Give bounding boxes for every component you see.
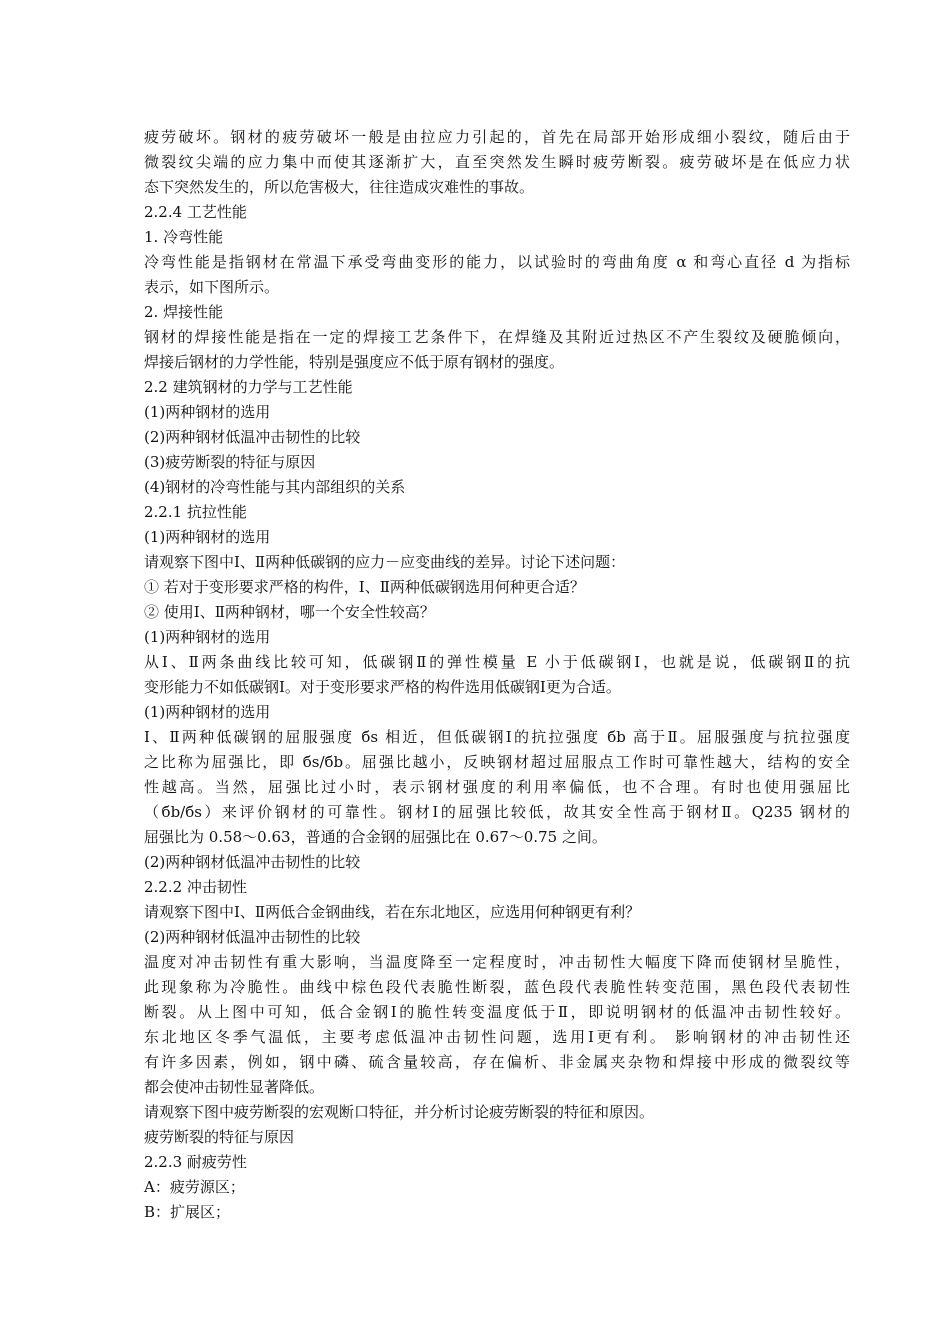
- text-line: 都会使冲击韧性显著降低。: [144, 1078, 325, 1096]
- text-line: 微裂纹尖端的应力集中而使其逐渐扩大，直至突然发生瞬时疲劳断裂。疲劳破坏是在低应力状: [144, 153, 850, 171]
- text-line: (3)疲劳断裂的特征与原因: [144, 453, 316, 471]
- text-line: 请观察下图中疲劳断裂的宏观断口特征，并分析讨论疲劳断裂的特征和原因。: [144, 1103, 655, 1121]
- text-line: A：疲劳源区；: [144, 1178, 245, 1196]
- text-line: 有许多因素，例如，钢中磷、硫含量较高，存在偏析、非金属夹杂物和焊接中形成的微裂纹等: [144, 1053, 850, 1071]
- text-line: 冷弯性能是指钢材在常温下承受弯曲变形的能力，以试验时的弯曲角度 α 和弯心直径 d 为指标: [144, 253, 850, 271]
- text-line: ② 使用Ⅰ、Ⅱ两种钢材，哪一个安全性较高？: [144, 603, 435, 621]
- text-line: 变形能力不如低碳钢Ⅰ。对于变形要求严格的构件选用低碳钢Ⅰ更为合适。: [144, 678, 621, 696]
- text-line: 疲劳断裂的特征与原因: [144, 1128, 295, 1146]
- text-line: 请观察下图中Ⅰ、Ⅱ两低合金钢曲线，若在东北地区，应选用何种钢更有利？: [144, 903, 641, 921]
- text-line: 断裂。从上图中可知，低合金钢Ⅰ的脆性转变温度低于Ⅱ，即说明钢材的低温冲击韧性较好。: [144, 1003, 850, 1021]
- text-line: 表示，如下图所示。: [144, 278, 280, 296]
- text-line: 东北地区冬季气温低，主要考虑低温冲击韧性问题，选用Ⅰ更有利。 影响钢材的冲击韧性还: [144, 1028, 850, 1046]
- text-line: 钢材的焊接性能是指在一定的焊接工艺条件下，在焊缝及其附近过热区不产生裂纹及硬脆倾向，: [144, 328, 850, 346]
- text-line: 请观察下图中Ⅰ、Ⅱ两种低碳钢的应力－应变曲线的差异。讨论下述问题：: [144, 553, 626, 571]
- text-line: (2)两种钢材低温冲击韧性的比较: [144, 928, 361, 946]
- text-line: (4)钢材的冷弯性能与其内部组织的关系: [144, 478, 406, 496]
- text-line: 性越高。当然，屈强比过小时，表示钢材强度的利用率偏低，也不合理。有时也使用强屈比: [144, 778, 850, 796]
- text-line: 2.2 建筑钢材的力学与工艺性能: [144, 378, 353, 396]
- text-line: Ⅰ、Ⅱ两种低碳钢的屈服强度 бs 相近，但低碳钢Ⅰ的抗拉强度 бb 高于Ⅱ。屈服强度与抗拉强度: [144, 728, 850, 746]
- text-line: 态下突然发生的，所以危害极大，往往造成灾难性的事故。: [144, 178, 535, 196]
- text-line: (1)两种钢材的选用: [144, 628, 271, 646]
- text-line: 焊接后钢材的力学性能，特别是强度应不低于原有钢材的强度。: [144, 353, 565, 371]
- text-line: 2.2.1 抗拉性能: [144, 503, 247, 521]
- text-line: 2.2.4 工艺性能: [144, 203, 247, 221]
- text-line: (1)两种钢材的选用: [144, 403, 271, 421]
- text-line: ① 若对于变形要求严格的构件，Ⅰ、Ⅱ两种低碳钢选用何种更合适？: [144, 578, 585, 596]
- text-line: （бb/бs）来评价钢材的可靠性。钢材Ⅰ的屈强比较低，故其安全性高于钢材Ⅱ。Q235 钢材的: [144, 803, 850, 821]
- text-line: 此现象称为冷脆性。曲线中棕色段代表脆性断裂，蓝色段代表脆性转变范围，黑色段代表韧性: [144, 978, 850, 996]
- text-line: 之比称为屈强比，即 бs/бb。屈强比越小，反映钢材超过屈服点工作时可靠性越大，结构的安全: [144, 753, 850, 771]
- text-line: (2)两种钢材低温冲击韧性的比较: [144, 428, 361, 446]
- text-line: (2)两种钢材低温冲击韧性的比较: [144, 853, 361, 871]
- text-line: (1)两种钢材的选用: [144, 703, 271, 721]
- document-body: [144, 125, 850, 1225]
- text-line: 1. 冷弯性能: [144, 228, 224, 246]
- text-line: B：扩展区；: [144, 1203, 231, 1221]
- text-line: 2. 焊接性能: [144, 303, 224, 321]
- text-line: 屈强比为 0.58～0.63，普通的合金钢的屈强比在 0.67～0.75 之间。: [144, 828, 607, 846]
- text-line: 疲劳破坏。钢材的疲劳破坏一般是由拉应力引起的，首先在局部开始形成细小裂纹，随后由于: [144, 128, 850, 146]
- text-line: 2.2.3 耐疲劳性: [144, 1153, 247, 1171]
- text-line: 2.2.2 冲击韧性: [144, 878, 247, 896]
- text-line: 温度对冲击韧性有重大影响，当温度降至一定程度时，冲击韧性大幅度下降而使钢材呈脆性，: [144, 953, 850, 971]
- text-line: (1)两种钢材的选用: [144, 528, 271, 546]
- text-line: 从Ⅰ、Ⅱ两条曲线比较可知，低碳钢Ⅱ的弹性模量 E 小于低碳钢Ⅰ，也就是说，低碳钢Ⅱ的抗: [144, 653, 850, 671]
